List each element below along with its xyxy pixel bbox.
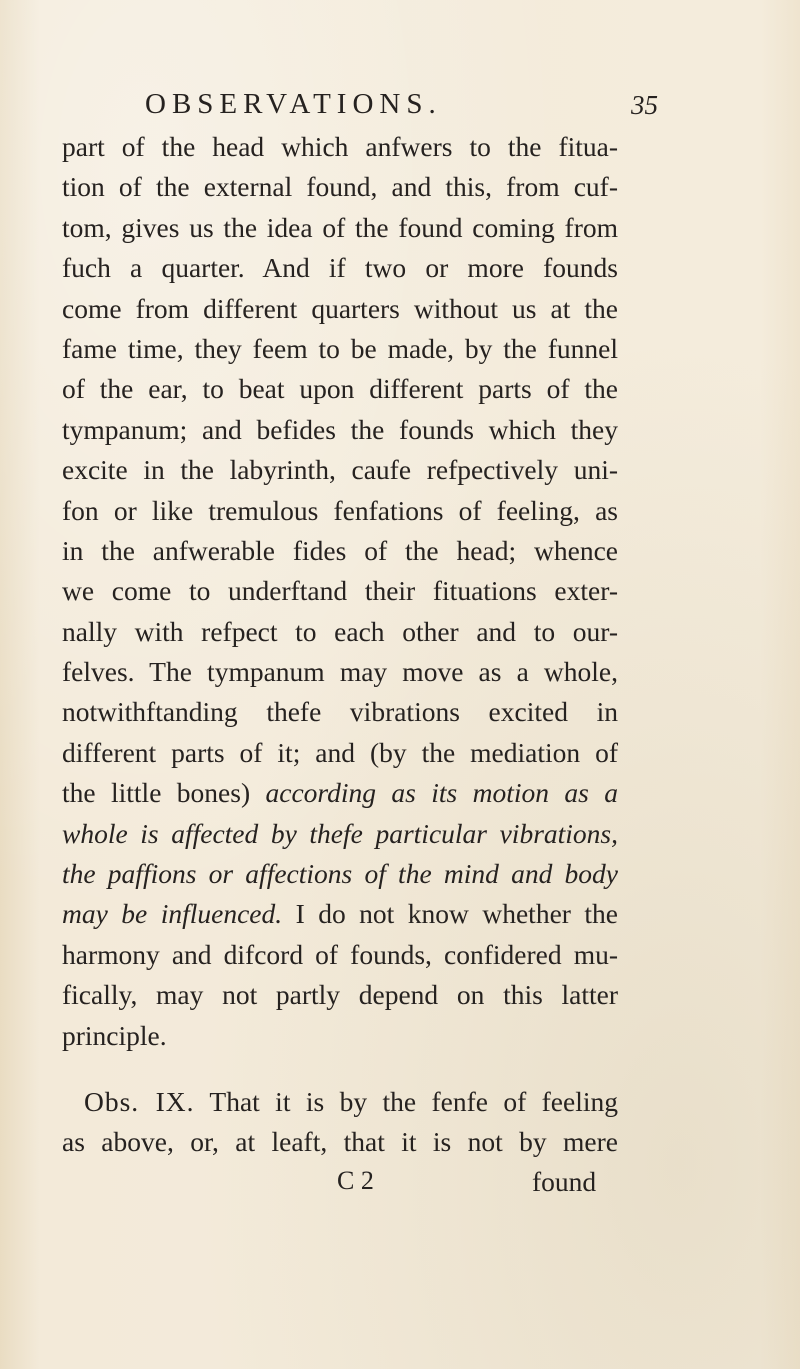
- text-segment: the little bones): [62, 777, 251, 809]
- observation-line: as above, or, at leaft, that it is not by mere: [62, 1126, 618, 1158]
- body-text: [62, 127, 618, 1056]
- italic-line: [62, 854, 618, 894]
- text-line: harmony and difcord of founds, confidered mu-: [62, 938, 618, 970]
- text-line: we come to underftand their fituations exter-: [62, 575, 618, 607]
- page-number: 35: [631, 90, 658, 120]
- text-line: principle.: [62, 1019, 167, 1051]
- signature-mark: C 2: [337, 1166, 374, 1195]
- italic-segment: the paffions or affections of the mind and body: [62, 858, 618, 890]
- text-line: felves. The tympanum may move as a whole,: [62, 656, 618, 688]
- text-line: part of the head which anfwers to the fitua-: [62, 131, 618, 162]
- observation-label: Obs. IX.: [84, 1086, 195, 1117]
- text-segment: That it is by the fenfe of feeling: [209, 1086, 618, 1117]
- text-line: fically, may not partly depend on this latter: [62, 979, 618, 1011]
- text-line: tom, gives us the idea of the found coming from: [62, 211, 618, 243]
- text-line: excite in the labyrinth, caufe refpectively uni-: [62, 454, 618, 486]
- text-line: of the ear, to beat upon different parts of the: [62, 373, 618, 405]
- text-segment: I do not know whether the: [295, 898, 619, 930]
- italic-segment: may be influenced.: [62, 898, 283, 930]
- text-line: different parts of it; and (by the mediation of: [62, 736, 618, 768]
- italic-line: [62, 814, 618, 854]
- text-line: fuch a quarter. And if two or more founds: [62, 252, 618, 284]
- text-line-mixed: [62, 773, 618, 813]
- text-line: tion of the external found, and this, from cuf-: [62, 171, 618, 203]
- italic-segment: whole is affected by thefe particular vibrations,: [62, 817, 618, 849]
- catchword: found: [532, 1166, 597, 1197]
- text-line: tympanum; and befides the founds which they: [62, 413, 618, 445]
- text-line: in the anfwerable fides of the head; whence: [62, 534, 618, 566]
- text-line: notwithftanding thefe vibrations excited in: [62, 696, 618, 728]
- running-header: OBSERVATIONS.: [145, 88, 442, 120]
- text-line-mixed: [62, 894, 618, 934]
- text-line: nally with refpect to each other and to our-: [62, 615, 618, 647]
- observation-paragraph: [62, 1082, 618, 1163]
- text-line: fon or like tremulous fenfations of feeling, as: [62, 494, 618, 526]
- observation-line: [84, 1082, 618, 1122]
- text-line: come from different quarters without us at the: [62, 292, 618, 324]
- text-line: fame time, they feem to be made, by the funnel: [62, 332, 618, 364]
- italic-segment: according as its motion as a: [265, 777, 618, 809]
